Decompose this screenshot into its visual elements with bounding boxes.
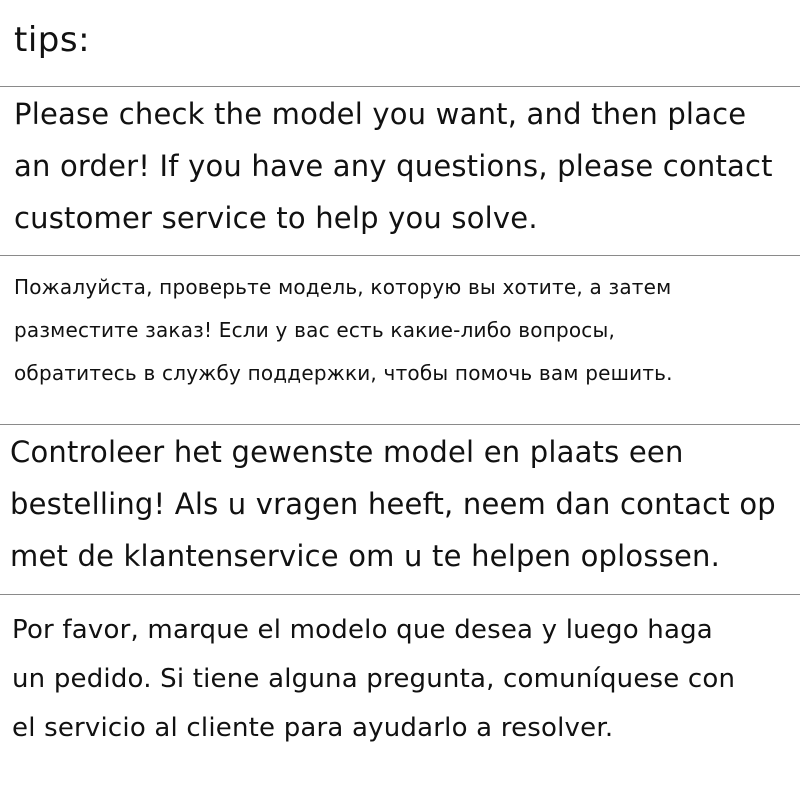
divider xyxy=(0,424,800,425)
english-notice xyxy=(14,88,773,244)
notice-line: Por favor, marque el modelo que desea y luego haga xyxy=(12,615,713,645)
divider xyxy=(0,255,800,256)
dutch-notice xyxy=(10,426,776,582)
notice-line: un pedido. Si tiene alguna pregunta, comuníquese con xyxy=(12,664,736,694)
spanish-notice xyxy=(12,606,735,753)
notice-line: обратитесь в службу поддержки, чтобы помочь вам решить. xyxy=(14,361,673,385)
notice-line: bestelling! Als u vragen heeft, neem dan contact op xyxy=(10,487,776,521)
notice-line: Controleer het gewenste model en plaats een xyxy=(10,435,684,469)
russian-notice xyxy=(14,266,673,395)
notice-line: разместите заказ! Если у вас есть какие-либо вопросы, xyxy=(14,318,616,342)
page-title: tips: xyxy=(14,20,91,60)
divider xyxy=(0,86,800,87)
notice-line: Please check the model you want, and then place xyxy=(14,97,747,131)
notice-line: met de klantenservice om u te helpen oplossen. xyxy=(10,539,721,573)
notice-line: an order! If you have any questions, please contact xyxy=(14,149,773,183)
notice-line: customer service to help you solve. xyxy=(14,201,538,235)
notice-line: el servicio al cliente para ayudarlo a resolver. xyxy=(12,713,614,743)
notice-line: Пожалуйста, проверьте модель, которую вы хотите, а затем xyxy=(14,275,672,299)
divider xyxy=(0,594,800,595)
